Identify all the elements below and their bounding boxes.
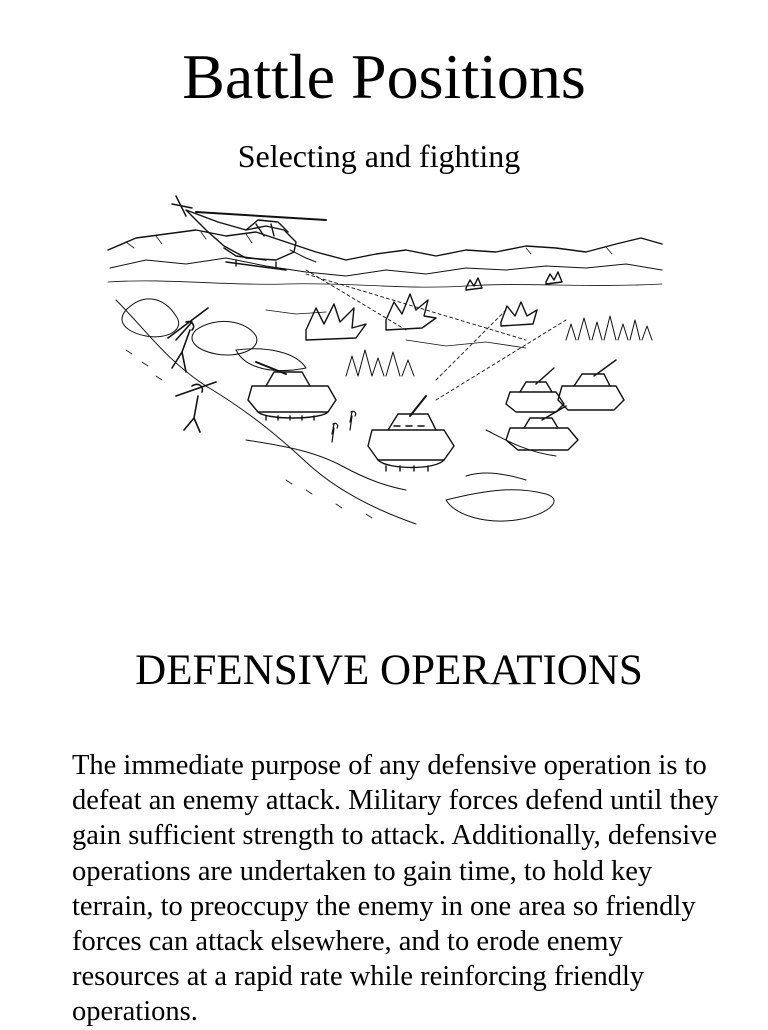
- soldiers: [168, 308, 356, 442]
- hills: [108, 230, 662, 287]
- tanks: [248, 360, 624, 471]
- section-heading: DEFENSIVE OPERATIONS: [135, 647, 643, 694]
- battlefield-illustration: [106, 190, 666, 530]
- trees: [122, 299, 652, 376]
- fire-lines: [306, 270, 566, 400]
- body-paragraph: The immediate purpose of any defensive operation is to defeat an enemy attack. Military forces defend until they gain sufficient strength to attack. Additionally, defensive operations are undertaken to gain time, to hold key terrain, to preoccupy the enemy in one area so friendly forces can attack elsewhere, and to erode enemy resources at a rapid rate while reinforcing friendly operations.: [72, 750, 719, 1028]
- page-title: Battle Positions: [182, 41, 586, 112]
- page-subtitle: Selecting and fighting: [237, 138, 521, 174]
- explosions: [306, 272, 562, 340]
